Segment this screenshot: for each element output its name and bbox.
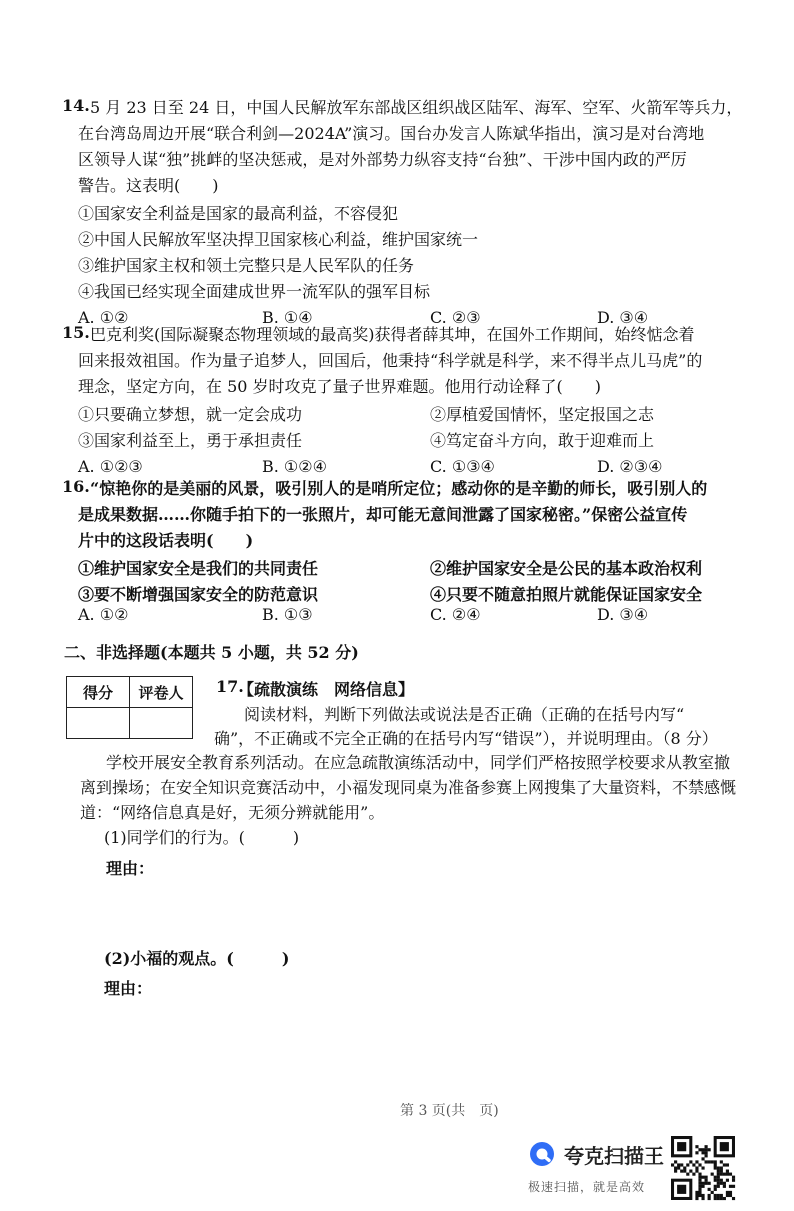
question-text-line: 区领导人谋“独”挑衅的坚决惩戒，是对外部势力纵容支持“台独”、干涉中国内政的严厉 [78, 150, 687, 169]
question-text-line: 5 月 23 日至 24 日，中国人民解放军东部战区组织战区陆军、海军、空军、火箭军等兵力， [90, 98, 743, 117]
instruction-line: 确”，不正确或不完全正确的在括号内写“错误”），并说明理由。（8 分） [214, 729, 718, 748]
choice-b[interactable]: B. ①②④ [262, 457, 327, 476]
material-line: 离到操场；在安全知识竞赛活动中，小福发现同桌为准备参赛上网搜集了大量资料，不禁感慨 [80, 778, 737, 797]
statement-1: ①只要确立梦想，就一定会成功 [78, 405, 303, 424]
statement-1: ①国家安全利益是国家的最高利益，不容侵犯 [78, 204, 399, 223]
statement-2: ②维护国家安全是公民的基本政治权利 [430, 559, 703, 578]
choice-d[interactable]: D. ②③④ [597, 457, 663, 476]
reason-label-1: 理由： [106, 859, 155, 878]
quark-logo-icon [528, 1140, 556, 1168]
question-text-line: 在台湾岛周边开展“联合利剑—2024A”演习。国台办发言人陈斌华指出，演习是对台湾地 [78, 124, 705, 143]
grader-cell[interactable] [130, 708, 193, 739]
choice-c[interactable]: C. ②③ [430, 308, 481, 327]
statement-2: ②中国人民解放军坚决捍卫国家核心利益，维护国家统一 [78, 230, 479, 249]
brand-name: 夸克扫描王 [564, 1144, 664, 1168]
question-text-line: 警告。这表明( ) [78, 176, 219, 195]
sub-question-2[interactable]: (2)小福的观点。( ) [104, 949, 290, 968]
question-title: 【疏散演练 网络信息】 [238, 680, 415, 699]
statement-3: ③要不断增强国家安全的防范意识 [78, 585, 319, 604]
section-title: 二、非选择题(本题共 5 小题，共 52 分) [64, 643, 359, 662]
material-line: 道：“网络信息真是好，无须分辨就能用”。 [80, 803, 385, 822]
choice-d[interactable]: D. ③④ [597, 308, 649, 327]
choice-c[interactable]: C. ①③④ [430, 457, 495, 476]
statement-1: ①维护国家安全是我们的共同责任 [78, 559, 319, 578]
question-text-line: 是成果数据……你随手拍下的一张照片，却可能无意间泄露了国家秘密。”保密公益宣传 [78, 505, 688, 524]
question-number: 14. [62, 96, 90, 115]
choice-d[interactable]: D. ③④ [597, 605, 649, 624]
statement-3: ③国家利益至上，勇于承担责任 [78, 431, 303, 450]
question-number: 16. [62, 477, 90, 496]
statement-4: ④只要不随意拍照片就能保证国家安全 [430, 585, 703, 604]
instruction-line: 阅读材料，判断下列做法或说法是否正确（正确的在括号内写“ [244, 705, 685, 724]
question-text-line: 巴克利奖(国际凝聚态物理领域的最高奖)获得者薛其坤，在国外工作期间，始终惦念着 [90, 325, 695, 344]
score-table [66, 676, 193, 739]
grader-label: 评卷人 [130, 677, 193, 708]
question-text-line: “惊艳你的是美丽的风景，吸引别人的是哨所定位；感动你的是辛勤的师长，吸引别人的 [90, 479, 708, 498]
statement-4: ④笃定奋斗方向，敢于迎难而上 [430, 431, 655, 450]
question-text-line: 回来报效祖国。作为量子追梦人，回国后，他秉持“科学就是科学，来不得半点儿马虎”的 [78, 351, 703, 370]
choice-a[interactable]: A. ①② [78, 308, 129, 327]
choice-b[interactable]: B. ①③ [262, 605, 313, 624]
statement-2: ②厚植爱国情怀，坚定报国之志 [430, 405, 655, 424]
question-number: 15. [62, 323, 90, 342]
choice-c[interactable]: C. ②④ [430, 605, 481, 624]
page-number: 第 3 页(共 页) [400, 1103, 499, 1119]
choice-a[interactable]: A. ①② [78, 605, 129, 624]
reason-label-2: 理由： [104, 979, 153, 998]
statement-3: ③维护国家主权和领土完整只是人民军队的任务 [78, 256, 415, 275]
score-label: 得分 [67, 677, 130, 708]
question-text-line: 理念，坚定方向，在 50 岁时攻克了量子世界难题。他用行动诠释了( ) [78, 377, 602, 396]
score-cell[interactable] [67, 708, 130, 739]
qr-code-icon[interactable] [671, 1136, 735, 1200]
question-number: 17. [216, 677, 244, 696]
choice-a[interactable]: A. ①②③ [78, 457, 143, 476]
sub-question-1[interactable]: (1)同学们的行为。( ) [104, 828, 300, 847]
question-text-line: 片中的这段话表明( ) [78, 531, 254, 550]
material-line: 学校开展安全教育系列活动。在应急疏散演练活动中，同学们严格按照学校要求从教室撤 [106, 753, 731, 772]
brand-slogan: 极速扫描，就是高效 [528, 1180, 646, 1194]
statement-4: ④我国已经实现全面建成世界一流军队的强军目标 [78, 282, 431, 301]
choice-b[interactable]: B. ①④ [262, 308, 313, 327]
